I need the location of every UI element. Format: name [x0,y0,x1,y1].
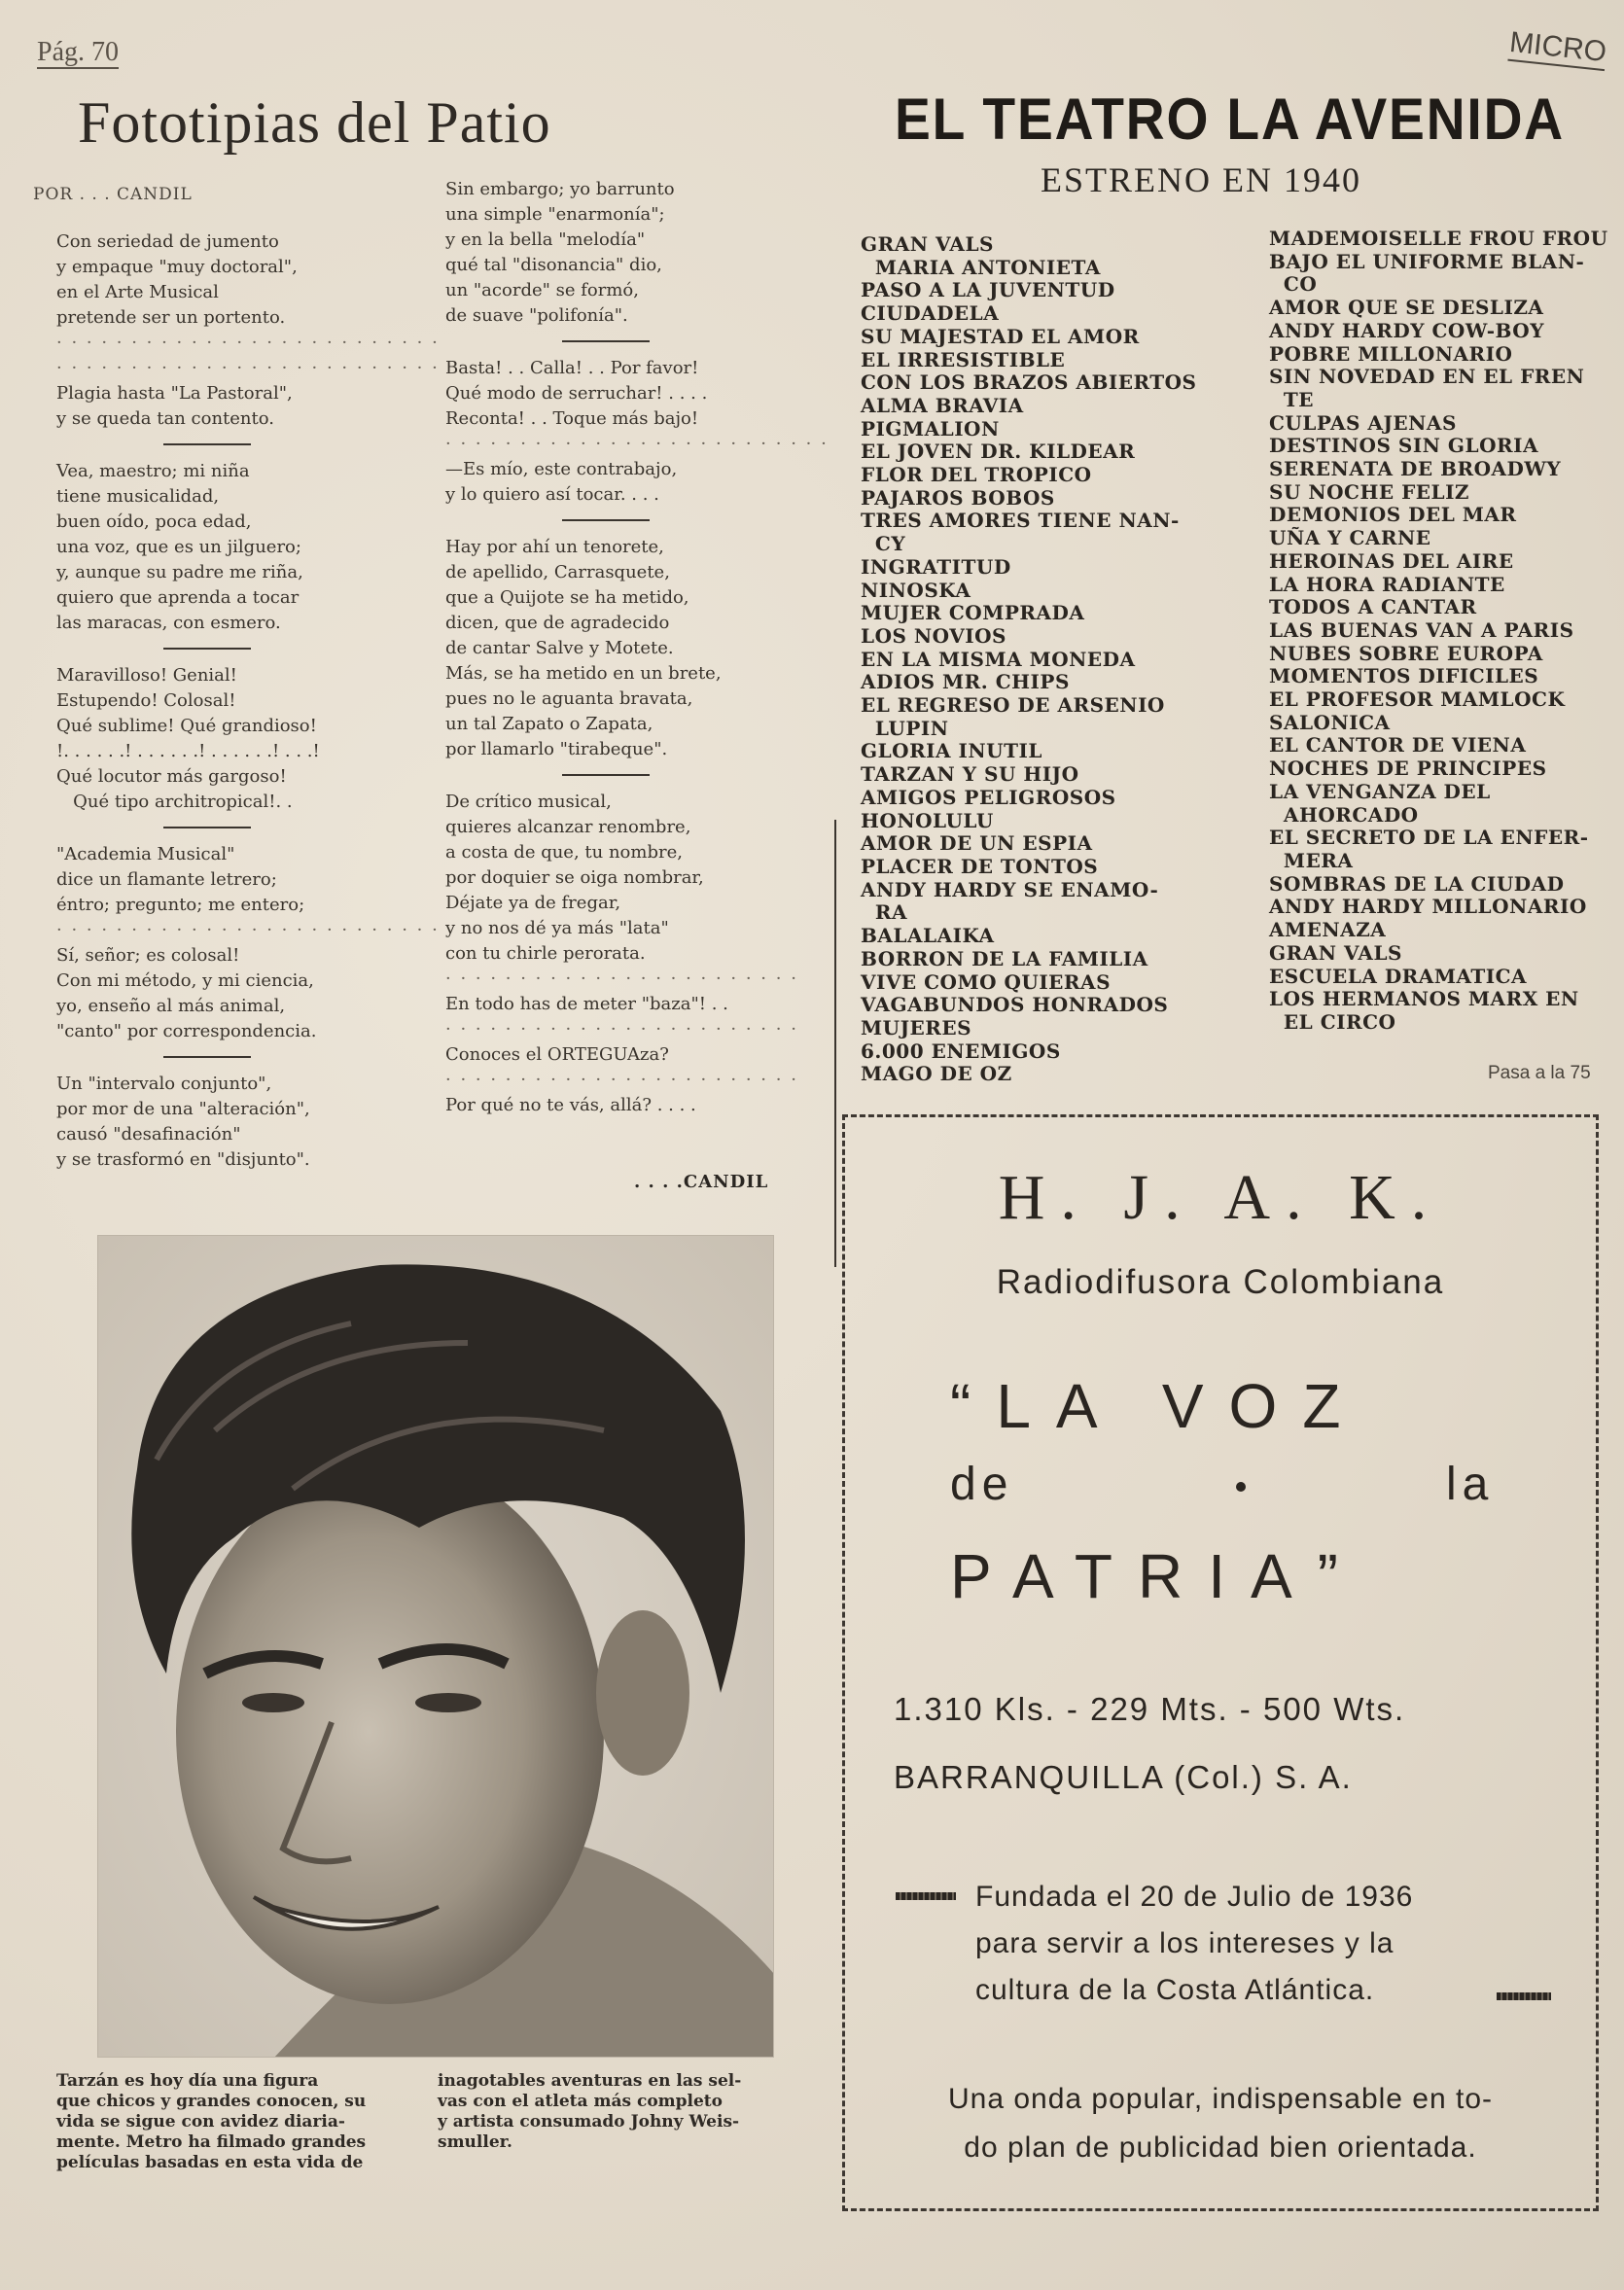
poem-line: y no nos dé ya más "lata" [445,918,669,938]
poem-line: de suave "polifonía". [445,305,628,326]
caption-line: vida se sigue con avidez diaria- [56,2112,345,2131]
film-title: LA VENGANZA DEL [1269,779,1491,803]
slogan-line-1: “LA VOZ [950,1371,1366,1441]
poem-line: que a Quijote se ha metido, [445,587,689,608]
poem-line: · · · · · · · · · · · · · · · · · · · · · · · · · · [56,920,440,940]
poem-line: Déjate ya de fregar, [445,893,621,913]
poem-line: y empaque "muy doctoral", [56,257,298,277]
poem-line: Qué modo de serruchar! . . . . [445,383,708,404]
film-title: MARIA ANTONIETA [861,255,1101,279]
caption-line: smuller. [438,2132,512,2152]
film-title: CULPAS AJENAS [1269,410,1457,435]
film-title: RA [861,900,908,925]
station-name: Radiodifusora Colombiana [996,1263,1445,1301]
poem-line: · · · · · · · · · · · · · · · · · · · · · · · · [445,1070,798,1090]
poem-line: !. . . . . .! . . . . . .! . . . . . .! . . .! [56,741,320,761]
poem-line: en el Arte Musical [56,282,219,302]
stanza-separator [163,443,251,445]
poem-line: y, aunque su padre me riña, [56,562,303,582]
poem-line: tiene musicalidad, [56,486,220,507]
poem-line: de apellido, Carrasquete, [445,562,670,582]
poem-line: "Academia Musical" [56,844,235,864]
film-title: TE [1269,387,1315,411]
poem-line: buen oído, poca edad, [56,511,252,532]
film-title: FLOR DEL TROPICO [861,463,1092,487]
poem-line: Plagia hasta "La Pastoral", [56,383,293,404]
poem-line: quiero que aprenda a tocar [56,587,300,608]
film-title: MADEMOISELLE FROU FROU [1269,227,1608,250]
stanza-separator [163,1056,251,1058]
teatro-subtitle: ESTRENO EN 1940 [1041,160,1361,199]
poem-line: Estupendo! Colosal! [56,690,236,711]
poem-byline: POR . . . CANDIL [33,185,193,204]
continued-note: Pasa a la 75 [1488,1063,1591,1083]
film-title: ANDY HARDY MILLONARIO [1269,895,1587,919]
poem-line: quieres alcanzar renombre, [445,817,691,837]
poem-line: Conoces el ORTEGUAza? [445,1044,669,1065]
film-title: AHORCADO [1269,802,1419,827]
poem-line: pretende ser un portento. [56,307,286,328]
poem-line: dice un flamante letrero; [56,869,277,890]
poem-line: "canto" por correspondencia. [56,1021,317,1041]
film-title: GRAN VALS [861,232,994,256]
film-title: MERA [1269,848,1354,872]
film-title: EN LA MISMA MONEDA [861,647,1136,671]
poem-line: y en la bella "melodía" [445,229,646,250]
film-title: VIVE COMO QUIERAS [861,969,1112,994]
stanza-separator [163,648,251,650]
poem-stanza [56,229,440,432]
film-title: MAGO DE OZ [861,1062,1012,1086]
ornament-left [896,1892,956,1900]
founded-line: Fundada el 20 de Julio de 1936 [975,1881,1414,1913]
film-title: NUBES SOBRE EUROPA [1269,641,1543,665]
film-title: AMOR DE UN ESPIA [861,831,1093,856]
film-title: DEMONIOS DEL MAR [1269,503,1517,527]
poem-line: por doquier se oiga nombrar, [445,867,704,888]
poem-line: un tal Zapato o Zapata, [445,714,653,734]
film-title: CY [861,532,906,556]
poem-stanza [445,356,829,508]
film-title: GRAN VALS [1269,940,1402,965]
film-title: TRES AMORES TIENE NAN- [861,509,1180,533]
film-title: LA HORA RADIANTE [1269,572,1505,596]
film-title: GLORIA INUTIL [861,739,1042,763]
wave-line: do plan de publicidad bien orientada. [964,2131,1477,2164]
poem-line: Vea, maestro; mi niña [56,461,250,481]
film-title: PAJAROS BOBOS [861,485,1055,510]
poem-stanza [445,177,815,329]
film-title: SU NOCHE FELIZ [1269,479,1470,504]
film-title: BORRON DE LA FAMILIA [861,946,1148,970]
poem-line: una voz, que es un jilguero; [56,537,301,557]
poem-stanza [445,535,815,762]
slogan-de: de [950,1459,1014,1510]
poem-line: · · · · · · · · · · · · · · · · · · · · · · · · · · [56,333,440,353]
poem-line: Sí, señor; es colosal! [56,945,240,966]
poem-stanza [56,842,440,1044]
film-title: EL JOVEN DR. KILDEAR [861,440,1136,464]
tarzan-portrait-photo [97,1235,774,2058]
poem-line: Hay por ahí un tenorete, [445,537,664,557]
caption-line: inagotables aventuras en las sel- [438,2071,742,2091]
poem-line: un "acorde" se formó, [445,280,639,300]
film-title: EL IRRESISTIBLE [861,347,1066,371]
film-title: ANDY HARDY COW-BOY [1269,318,1544,342]
page-number: Pág. 70 [37,37,119,67]
film-title: LAS BUENAS VAN A PARIS [1269,617,1574,642]
poem-line: yo, enseño al más animal, [56,996,286,1016]
film-title: SALONICA [1269,710,1391,734]
poem-line: éntro; pregunto; me entero; [56,895,305,915]
ornament-right [1497,1992,1551,2000]
poem-line: dicen, que de agradecido [445,613,670,633]
film-title: UÑA Y CARNE [1269,526,1431,550]
film-title: EL PROFESOR MAMLOCK [1269,687,1566,712]
poem-line: una simple "enarmonía"; [445,204,665,225]
call-sign: H. J. A. K. [998,1162,1443,1233]
teatro-title: EL TEATRO LA AVENIDA [895,87,1565,152]
film-title: PASO A LA JUVENTUD [861,278,1115,302]
poem-line: a costa de que, tu nombre, [445,842,683,863]
film-title: MUJER COMPRADA [861,601,1085,625]
poem-line: las maracas, con esmero. [56,613,281,633]
poem-line: —Es mío, este contrabajo, [445,459,678,479]
film-title: SIN NOVEDAD EN EL FREN [1269,365,1585,389]
poem-line: De crítico musical, [445,792,612,812]
poem-line: de cantar Salve y Motete. [445,638,674,658]
stanza-separator [562,519,650,521]
poem-line: · · · · · · · · · · · · · · · · · · · · · · · · [445,969,798,989]
film-title: EL CIRCO [1269,1009,1396,1034]
photo-caption-1 [56,2071,426,2173]
film-title: INGRATITUD [861,554,1011,579]
photo-caption-2 [438,2071,827,2153]
poem-line: Qué sublime! Qué grandioso! [56,716,317,736]
film-title: BALALAIKA [861,924,995,948]
film-title: ANDY HARDY SE ENAMO- [861,877,1159,901]
poem-line: Reconta! . . Toque más bajo! [445,408,699,429]
poem-line: Por qué no te vás, allá? . . . . [445,1095,696,1115]
poem-column-2 [445,177,829,1130]
poem-stanza [56,663,387,815]
caption-line: Tarzán es hoy día una figura [56,2071,319,2091]
wave-text [845,2075,1596,2172]
poem-stanza [56,459,387,636]
poem-title: Fototipias del Patio [78,90,551,155]
caption-line: y artista consumado Johny Weis- [438,2112,740,2131]
poem-line: Más, se ha metido en un brete, [445,663,722,684]
poem-line: Un "intervalo conjunto", [56,1074,272,1094]
stanza-separator [562,774,650,776]
film-list-2 [1269,228,1619,1035]
poem-line: y se queda tan contento. [56,408,274,429]
film-title: AMIGOS PELIGROSOS [861,785,1116,809]
film-title: HEROINAS DEL AIRE [1269,548,1514,573]
film-title: ESCUELA DRAMATICA [1269,964,1528,988]
poem-line: y lo quiero así tocar. . . . [445,484,659,505]
film-title: PLACER DE TONTOS [861,854,1099,878]
caption-line: películas basadas en esta vida de [56,2153,364,2172]
film-title: DESTINOS SIN GLORIA [1269,434,1538,458]
film-title: EL CANTOR DE VIENA [1269,733,1527,757]
film-title: LOS HERMANOS MARX EN [1269,987,1579,1011]
film-title: CIUDADELA [861,301,1000,326]
poem-stanza [445,790,815,1118]
film-title: BAJO EL UNIFORME BLAN- [1269,249,1585,273]
bullet-dot [1236,1482,1246,1492]
film-title: CO [1269,272,1318,297]
stanza-separator [562,340,650,342]
poem-line: pues no le aguanta bravata, [445,688,693,709]
caption-line: vas con el atleta más completo [438,2092,723,2111]
film-title: PIGMALION [861,416,1000,440]
film-title: POBRE MILLONARIO [1269,341,1513,366]
film-title: MUJERES [861,1015,972,1039]
film-title: MOMENTOS DIFICILES [1269,664,1539,688]
film-title: SU MAJESTAD EL AMOR [861,324,1140,348]
poem-line: · · · · · · · · · · · · · · · · · · · · · · · · · · [56,358,440,378]
poem-line: con tu chirle perorata. [445,943,646,964]
caption-line: que chicos y grandes conocen, su [56,2092,367,2111]
poem-line: Qué locutor más gargoso! [56,766,287,787]
film-title: EL SECRETO DE LA ENFER- [1269,826,1589,850]
slogan-la: la [1446,1459,1495,1510]
film-title: AMENAZA [1269,918,1387,942]
slogan-line-3: PATRIA” [950,1541,1363,1611]
poem-line: Con mi método, y mi ciencia, [56,970,314,991]
stanza-separator [163,827,251,828]
caption-line: mente. Metro ha filmado grandes [56,2132,367,2152]
poem-line: · · · · · · · · · · · · · · · · · · · · · · · · [445,1019,798,1039]
poem-line: por llamarlo "tirabeque". [445,739,668,759]
founded-line: cultura de la Costa Atlántica. [975,1974,1375,2006]
founded-text [975,1874,1559,2014]
founded-line: para servir a los intereses y la [975,1927,1395,1959]
film-title: EL REGRESO DE ARSENIO [861,693,1165,718]
city-line: BARRANQUILLA (Col.) S. A. [894,1759,1353,1795]
wave-line: Una onda popular, indispensable en to- [947,2083,1494,2115]
film-title: ALMA BRAVIA [861,393,1024,417]
film-title: LOS NOVIOS [861,623,1006,648]
poem-stanza [56,1072,387,1173]
poem-line: Sin embargo; yo barrunto [445,179,675,199]
column-divider [834,820,836,1267]
hjak-advertisement [842,1114,1599,2211]
magazine-name: MICRO [1507,26,1607,71]
poem-line: y se trasformó en "disjunto". [56,1149,310,1170]
film-title: TODOS A CANTAR [1269,595,1477,619]
film-title: VAGABUNDOS HONRADOS [861,993,1169,1017]
film-title: CON LOS BRAZOS ABIERTOS [861,370,1197,395]
poem-line: Con seriedad de jumento [56,231,279,252]
film-title: LUPIN [861,716,949,740]
film-title: NINOSKA [861,578,971,602]
portrait-illustration [98,1236,774,2058]
poem-line: causó "desafinación" [56,1124,241,1145]
poem-line: por mor de una "alteración", [56,1099,310,1119]
film-title: 6.000 ENEMIGOS [861,1039,1061,1063]
poem-line: qué tal "disonancia" dio, [445,255,662,275]
film-list-1 [861,233,1240,1086]
poem-line: · · · · · · · · · · · · · · · · · · · · · · · · · · [445,434,829,454]
film-title: ADIOS MR. CHIPS [861,670,1070,694]
poem-line: En todo has de meter "baza"! . . [445,994,728,1014]
technical-specs: 1.310 Kls. - 229 Mts. - 500 Wts. [894,1691,1406,1727]
film-title: HONOLULU [861,808,994,832]
poem-column-1 [56,229,440,1184]
film-title: SOMBRAS DE LA CIUDAD [1269,871,1565,896]
film-title: NOCHES DE PRINCIPES [1269,757,1547,781]
film-title: AMOR QUE SE DESLIZA [1269,296,1544,320]
film-title: TARZAN Y SU HIJO [861,762,1079,787]
poem-line: Maravilloso! Genial! [56,665,237,686]
poem-line: Qué tipo architropical!. . [56,792,293,812]
poem-signature: . . . .CANDIL [634,1172,769,1192]
poem-line: Basta! . . Calla! . . Por favor! [445,358,699,378]
film-title: SERENATA DE BROADWY [1269,457,1562,481]
